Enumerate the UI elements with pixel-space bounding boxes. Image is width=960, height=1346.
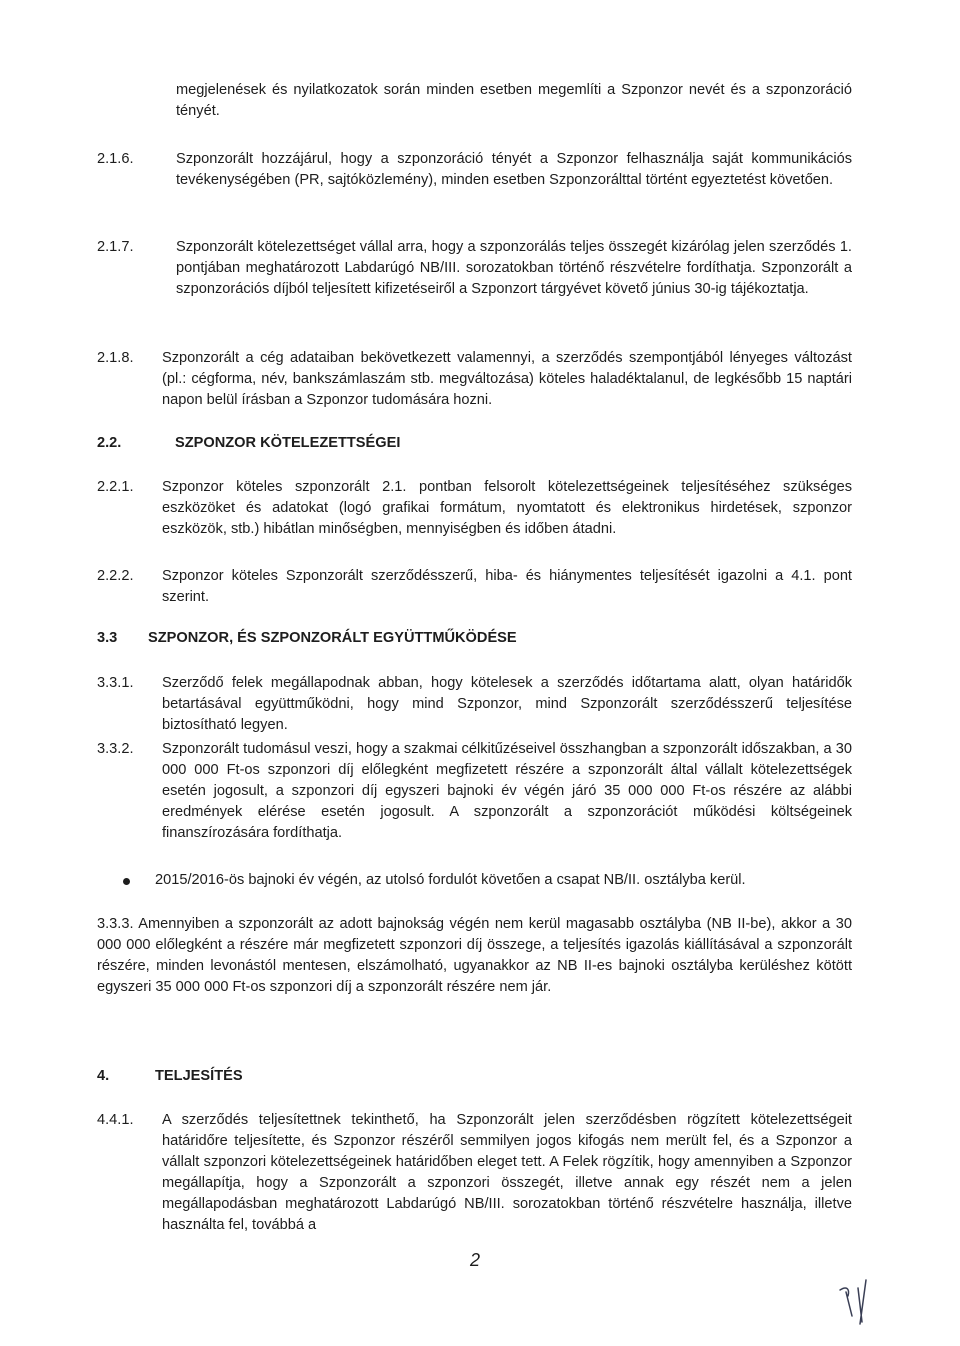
section-text-4-4-1: A szerződés teljesítettnek tekinthető, ha Szponzorált jelen szerződésben rögzített kötelezettségeit határidőre teljesítette, és Szponzor részéről semmilyen jogos kifogás nem merült fel, és a Szponzor a vállalt szponzori kötelezettségeinek határidőben eleget tett. A Felek rögzítik, hogy amennyiben a Szponzor megállapítja, hogy a Szponzorált a szponzori összegét, illetve annak egy részét nem a jelen megállapodásban meghatározott Labdarúgó NB/III. sorozatokban történő részvételre használja, illetve használta fel, továbbá a [162,1112,852,1233]
bullet-icon [123,878,130,885]
section-text-2-1-6: Szponzorált hozzájárul, hogy a szponzoráció tényét a Szponzor felhasználja saját kommunikációs tevékenységében (PR, sajtóközlemény), minden esetben Szponzorálttal történt egyeztetést követően. [176,151,852,188]
heading-title-4: TELJESÍTÉS [155,1068,243,1084]
section-text-2-1-7: Szponzorált kötelezettséget vállal arra, hogy a szponzorálás teljes összegét kizárólag jelen szerződés 1. pontjában meghatározott Labdarúgó NB/III. sorozatokban történő részvételre fordíthatja. Szponzorált a szponzorációs díjból teljesített kifizetéseiről a Szponzort tárgyévet követő június 30-ig tájékoztatja. [176,239,852,297]
section-number-2-1-8: 2.1.8. [97,350,134,366]
section-text-2-1-8: Szponzorált a cég adataiban bekövetkezett valamennyi, a szerződés szempontjából lényeges változást (pl.: cégforma, név, bankszámlaszám stb. megváltozása) köteles haladéktalanul, de legkésőbb 15 naptári napon belül írásban a Szponzor tudomására hozni. [162,350,852,408]
section-text-2-2-1: Szponzor köteles szponzorált 2.1. pontban felsorolt kötelezettségeinek teljesítéséhez szükséges eszközöket és adatokat (logó grafikai formátum, nyomtatott és elektronikus hirdetések, szponzor eszközök, stb.) hibátlan minőségben, mennyiségben és időben átadni. [162,479,852,537]
heading-title-3-3: SZPONZOR, ÉS SZPONZORÁLT EGYÜTTMŰKÖDÉSE [148,630,517,646]
heading-title-2-2: SZPONZOR KÖTELEZETTSÉGEI [175,435,401,451]
section-text-2-2-2: Szponzor köteles Szponzorált szerződésszerű, hiba- és hiánymentes teljesítését igazolni a 4.1. pont szerint. [162,568,852,605]
heading-number-2-2: 2.2. [97,435,122,451]
section-text-3-3-2: Szponzorált tudomásul veszi, hogy a szakmai célkitűzéseivel összhangban a szponzorált időszakban, a 30 000 000 Ft-os szponzori díj előlegként megfizetett részére a szponzorált által vállalt kötelezettségek esetén jogosult, a szponzori díj egyszeri bajnoki év végén járó 35 000 000 Ft-os részére az alábbi eredmények elérése esetén jogosult. A szponzorált a szponzorációt működési költségeinek finanszírozására fordíthatja. [162,741,852,841]
heading-number-4: 4. [97,1068,110,1084]
page-number: 2 [470,1250,481,1270]
section-number-2-1-6: 2.1.6. [97,151,134,167]
section-number-3-3-1: 3.3.1. [97,675,134,691]
section-number-3-3-2: 3.3.2. [97,741,134,757]
section-number-2-2-2: 2.2.2. [97,568,134,584]
section-number-2-2-1: 2.2.1. [97,479,134,495]
heading-number-3-3: 3.3 [97,630,118,646]
section-number-2-1-7: 2.1.7. [97,239,134,255]
section-text-3-3-1: Szerződő felek megállapodnak abban, hogy kötelesek a szerződés időtartama alatt, olyan határidők betartásával együttműködni, hogy mind Szponzor, mind Szponzorált szerződésszerű teljesítése biztosítható legyen. [162,675,852,733]
bullet-item: 2015/2016-ös bajnoki év végén, az utolsó fordulót követően a csapat NB/II. osztályba kerül. [155,872,746,888]
section-text-3-3-3: 3.3.3. Amennyiben a szponzorált az adott bajnokság végén nem kerül magasabb osztályba (NB II-be), akkor a 30 000 000 előlegként a részére már megfizetett szponzori díj összege, a teljesítés igazolás kiállításával a szponzorált részére, minden levonástól mentesen, elszámolható, ugyanakkor az NB II-es bajnoki osztályba kerüléshez kötött egyszeri 35 000 000 Ft-os szponzori díj a szponzorált részére nem jár. [97,916,852,995]
section-number-4-4-1: 4.4.1. [97,1112,134,1128]
initials-signature [836,1270,886,1328]
intro-paragraph: megjelenések és nyilatkozatok során minden esetben megemlíti a Szponzor nevét és a szponzoráció tényét. [176,82,852,119]
